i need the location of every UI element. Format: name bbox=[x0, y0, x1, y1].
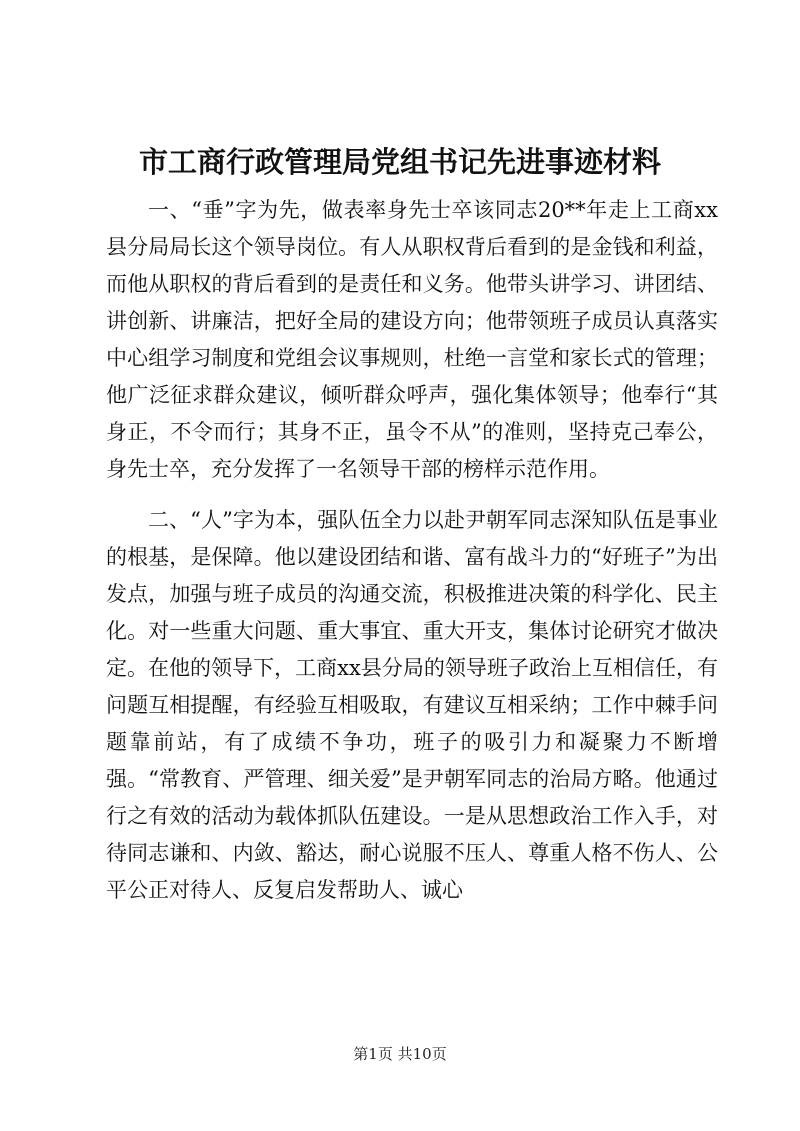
paragraph-2: 二、“人”字为本，强队伍全力以赴尹朝军同志深知队伍是事业的根基，是保障。他以建设团结和谐、富有战斗力的“好班子”为出发点，加强与班子成员的沟通交流，积极推进决策的科学化、民主化。对一些重大问题、重大事宜、重大开支，集体讨论研究才做决定。在他的领导下，工商xx县分局的领导班子政治上互相信任，有问题互相提醒，有经验互相吸取，有建议互相采纳；工作中棘手问题靠前站，有了成绩不争功，班子的吸引力和凝聚力不断增强。“常教育、严管理、细关爱”是尹朝军同志的治局方略。他通过行之有效的活动为载体抓队伍建设。一是从思想政治工作入手，对待同志谦和、内敛、豁达，耐心说服不压人、尊重人格不伤人、公平公正对待人、反复启发帮助人、诚心 bbox=[106, 508, 718, 902]
document-body bbox=[106, 192, 718, 909]
page-number-footer: 第1页 共10页 bbox=[353, 1045, 447, 1063]
document-title: 市工商行政管理局党组书记先进事迹材料 bbox=[138, 145, 661, 179]
paragraph-1: 一、“垂”字为先，做表率身先士卒该同志20**年走上工商xx县分局局长这个领导岗位。有人从职权背后看到的是金钱和利益，而他从职权的背后看到的是责任和义务。他带头讲学习、讲团结、讲创新、讲廉洁，把好全局的建设方向；他带领班子成员认真落实中心组学习制度和党组会议事规则，杜绝一言堂和家长式的管理；他广泛征求群众建议，倾听群众呼声，强化集体领导；他奉行“其身正，不令而行；其身不正，虽令不从”的准则，坚持克己奉公，身先士卒，充分发挥了一名领导干部的榜样示范作用。 bbox=[106, 198, 718, 481]
